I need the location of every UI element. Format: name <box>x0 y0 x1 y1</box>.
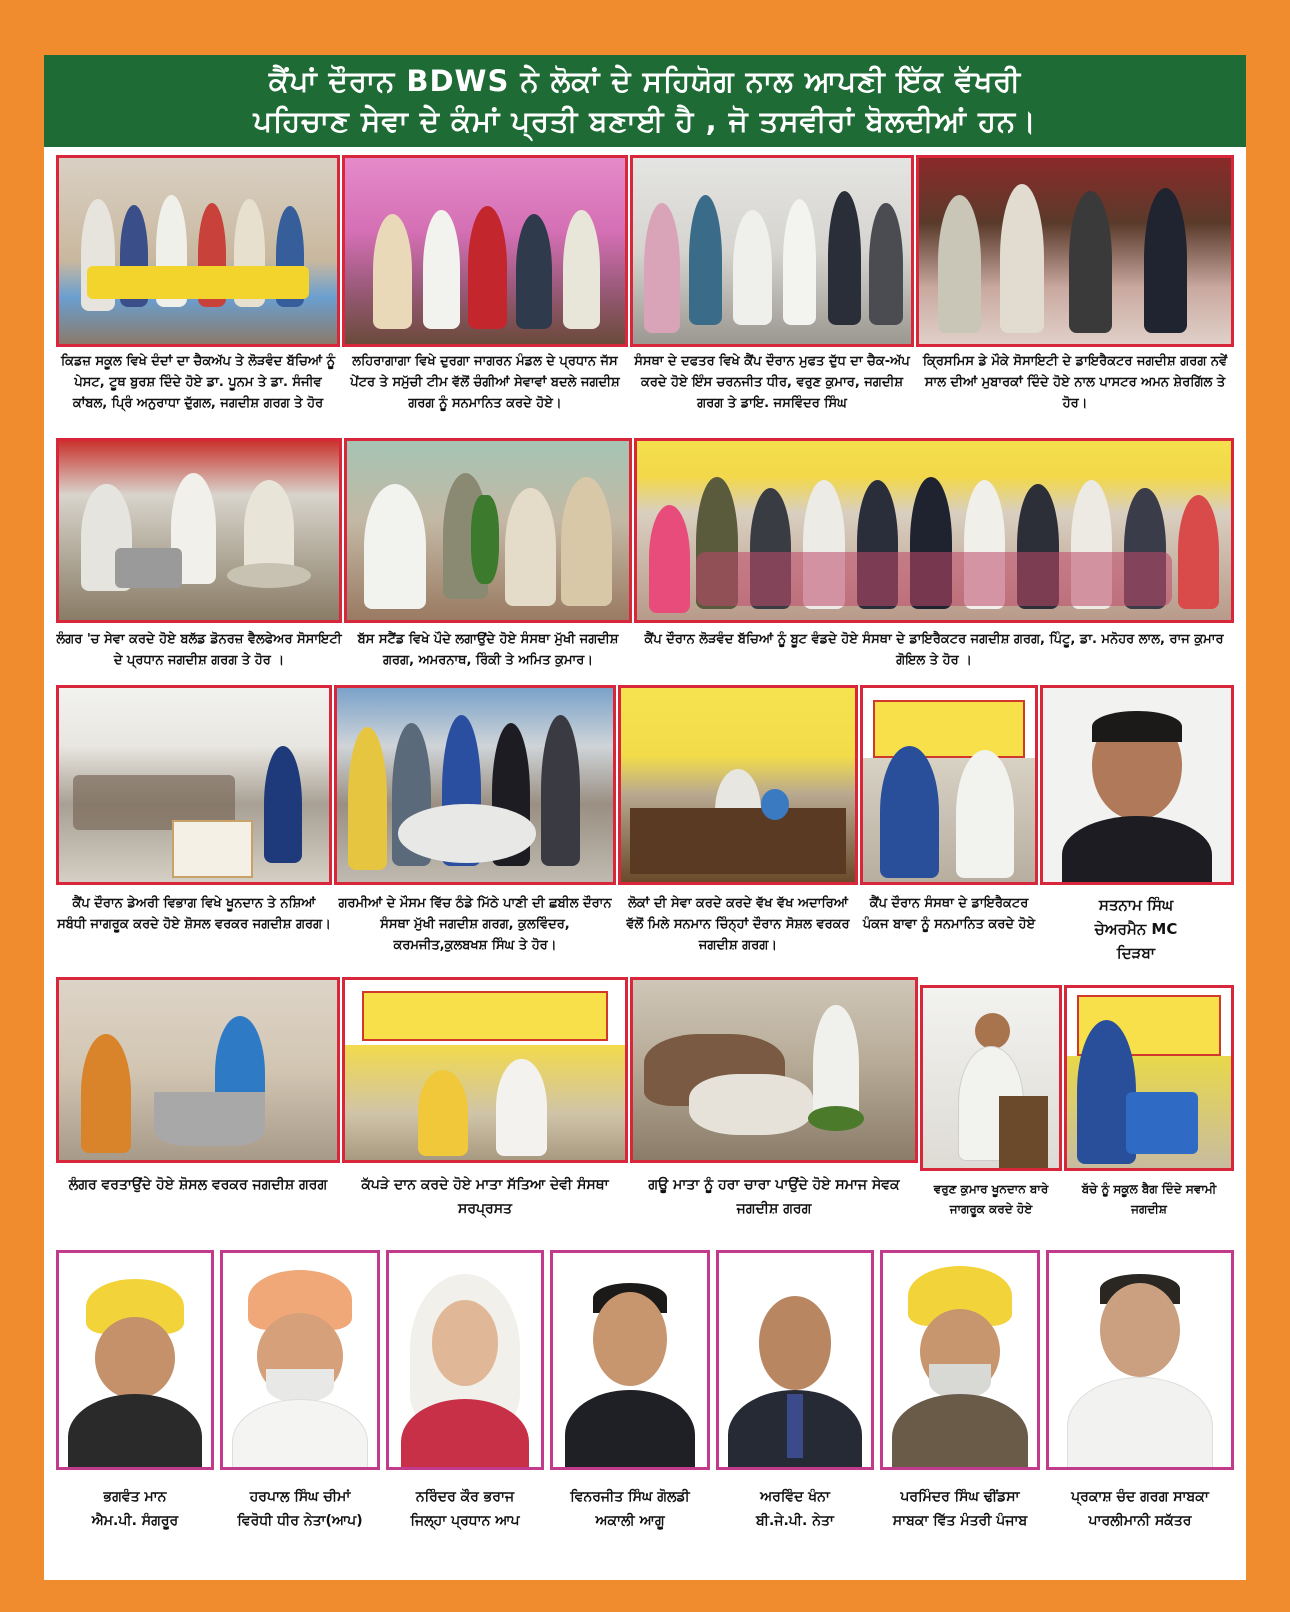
welcome-banner-graphic <box>362 991 608 1041</box>
caption-durga-jagran-honour: ਲਹਿਰਾਗਾਗਾ ਵਿਖੇ ਦੁਰਗਾ ਜਾਗਰਨ ਮੰਡਲ ਦੇ ਪ੍ਰਧਾਨ ਜੱਸ ਪੇਂਟਰ ਤੇ ਸਮੁੱਚੀ ਟੀਮ ਵੱਲੋਂ ਚੰਗੀਆਂ ਸੇਵਾਵਾਂ ਬਦਲੇ ਜਗਦੀਸ਼ ਗਰਗ ਨੂੰ ਸਨਮਾਨਿਤ ਕਰਦੇ ਹੋਏ। <box>350 354 620 411</box>
portrait-caption-5 <box>716 1485 874 1533</box>
caption-cow-feeding: ਗਊ ਮਾਤਾ ਨੂੰ ਹਰਾ ਚਾਰਾ ਪਾਉਂਦੇ ਹੋਏ ਸਮਾਜ ਸੇਵਕ ਜਗਦੀਸ਼ ਗਰਗ <box>648 1177 900 1217</box>
caption-tree-planting: ਬੱਸ ਸਟੈਂਡ ਵਿਖੇ ਪੌਦੇ ਲਗਾਉਂਦੇ ਹੋਏ ਸੰਸਥਾ ਮੁੱਖੀ ਜਗਦੀਸ਼ ਗਰਗ, ਅਮਰਨਾਥ, ਰਿੰਕੀ ਤੇ ਅਮਿਤ ਕੁਮਾਰ। <box>357 632 619 668</box>
headline-line-2: ਪਹਿਚਾਣ ਸੇਵਾ ਦੇ ਕੰਮਾਂ ਪ੍ਰਤੀ ਬਣਾਈ ਹੈ , ਜੋ ਤਸਵੀਰਾਂ ਬੋਲਦੀਆਂ ਹਨ। <box>253 104 1037 138</box>
photo-milk-checkup <box>630 155 914 347</box>
headline-line-1: ਕੈਂਪਾਂ ਦੌਰਾਨ BDWS ਨੇ ਲੋਕਾਂ ਦੇ ਸਹਿਯੋਗ ਨਾਲ ਆਪਣੀ ਇੱਕ ਵੱਖਰੀ <box>268 64 1022 98</box>
magazine-page <box>44 55 1246 1580</box>
photo-tree-planting <box>344 438 632 623</box>
photo-satnam-singh-portrait <box>1040 685 1234 885</box>
portrait-name: ਅਰਵਿੰਦ ਖੰਨਾ <box>760 1489 830 1505</box>
photo-langar-serving <box>56 977 340 1163</box>
portrait-caption-1 <box>56 1485 214 1533</box>
photo-pankaj-bawa-honour <box>860 685 1038 885</box>
caption-milk-checkup: ਸੰਸਥਾ ਦੇ ਦਫਤਰ ਵਿਖੇ ਕੈਂਪ ਦੌਰਾਨ ਮੁਫਤ ਦੁੱਧ ਦਾ ਚੈਕ-ਅੱਪ ਕਰਦੇ ਹੋਏ ਇੰਸ ਚਰਨਜੀਤ ਧੀਰ, ਵਰੁਣ ਕੁਮਾਰ, ਜਗਦੀਸ਼ ਗਰਗ ਤੇ ਡਾਇ. ਜਸਵਿੰਦਰ ਸਿੰਘ <box>634 354 910 411</box>
portrait-role: ਜਿਲ੍ਹਾ ਪ੍ਰਧਾਨ ਆਪ <box>410 1513 520 1529</box>
portrait-name: ਨਰਿੰਦਰ ਕੌਰ ਭਰਾਜ <box>415 1489 515 1505</box>
photo-christmas-celebration <box>916 155 1234 347</box>
portrait-name: ਭਗਵੰਤ ਮਾਨ <box>103 1489 167 1505</box>
caption-school-bag: ਬੱਚੇ ਨੂੰ ਸਕੂਲ ਬੈਗ ਦਿੰਦੇ ਸਵਾਮੀ ਜਗਦੀਸ਼ <box>1081 1182 1217 1216</box>
caption-clothes-donation: ਕੱਪੜੇ ਦਾਨ ਕਰਦੇ ਹੋਏ ਮਾਤਾ ਸੱਤਿਆ ਦੇਵੀ ਸੰਸਥਾ ਸਰਪ੍ਰਸਤ <box>361 1177 609 1217</box>
photo-varun-kumar-awareness <box>920 985 1062 1171</box>
portrait-name: ਪਰਮਿੰਦਰ ਸਿੰਘ ਢੀਂਡਸਾ <box>900 1489 1020 1505</box>
portrait-caption-2 <box>220 1485 380 1533</box>
portrait-role: ਬੀ.ਜੇ.ਪੀ. ਨੇਤਾ <box>756 1513 834 1529</box>
photo-cow-feeding <box>630 977 918 1163</box>
portrait-narinder-kaur-bharaj <box>386 1250 544 1470</box>
portrait-name: ਵਿਨਰਜੀਤ ਸਿੰਘ ਗੋਲਡੀ <box>570 1489 690 1505</box>
portrait-arvind-khanna <box>716 1250 874 1470</box>
headline-banner <box>44 55 1246 147</box>
portrait-name: ਪ੍ਰਕਾਸ਼ ਚੰਦ ਗਰਗ ਸਾਬਕਾ <box>1071 1489 1209 1505</box>
page-number: 12 <box>1209 1563 1232 1582</box>
caption-shoe-distribution: ਕੈਂਪ ਦੌਰਾਨ ਲੋੜਵੰਦ ਬੱਚਿਆਂ ਨੂੰ ਬੂਟ ਵੰਡਦੇ ਹੋਏ ਸੰਸਥਾ ਦੇ ਡਾਇਰੈਕਟਰ ਜਗਦੀਸ਼ ਗਰਗ, ਪਿੰਟੂ, ਡਾ. ਮਨੋਹਰ ਲਾਲ, ਰਾਜ ਕੁਮਾਰ ਗੋਇਲ ਤੇ ਹੋਰ । <box>644 632 1224 668</box>
portrait-role: ਪਾਰਲੀਮਾਨੀ ਸਕੱਤਰ <box>1088 1513 1192 1529</box>
caption-chhabeel: ਗਰਮੀਆਂ ਦੇ ਮੌਸਮ ਵਿੱਚ ਠੰਡੇ ਮਿੱਠੇ ਪਾਣੀ ਦੀ ਛਬੀਲ ਦੌਰਾਨ ਸੰਸਥਾ ਮੁੱਖੀ ਜਗਦੀਸ਼ ਗਰਗ, ਕੁਲਵਿੰਦਰ, ਕਰਮਜੀਤ,ਕੁਲਬਖਸ਼ ਸਿੰਘ ਤੇ ਹੋਰ। <box>338 896 612 953</box>
photo-clothes-donation <box>342 977 628 1163</box>
portrait-role: ਸਾਬਕਾ ਵਿੱਤ ਮੰਤਰੀ ਪੰਜਾਬ <box>892 1513 1028 1529</box>
portrait-caption-3 <box>386 1485 544 1533</box>
caption-satnam-singh: ਸਤਨਾਮ ਸਿੰਘ ਚੇਅਰਮੈਨ MC ਦਿੜਬਾ <box>1094 896 1178 962</box>
caption-pankaj-bawa-honour: ਕੈਂਪ ਦੌਰਾਨ ਸੰਸਥਾ ਦੇ ਡਾਇਰੈਕਟਰ ਪੰਕਜ ਬਾਵਾ ਨੂੰ ਸਨਮਾਨਿਤ ਕਰਦੇ ਹੋਏ <box>862 896 1036 932</box>
portrait-name: ਹਰਪਾਲ ਸਿੰਘ ਚੀਮਾਂ <box>249 1489 351 1505</box>
portrait-caption-4 <box>550 1485 710 1533</box>
portrait-role: ਐਮ.ਪੀ. ਸੰਗਰੂਰ <box>91 1513 179 1529</box>
caption-dairy-awareness: ਕੈਂਪ ਦੌਰਾਨ ਡੇਅਰੀ ਵਿਭਾਗ ਵਿਖੇ ਖੂਨਦਾਨ ਤੇ ਨਸ਼ਿਆਂ ਸਬੰਧੀ ਜਾਗਰੂਕ ਕਰਦੇ ਹੋਏ ਸ਼ੋਸਲ ਵਰਕਰ ਜਗਦੀਸ਼ ਗਰਗ। <box>57 896 331 932</box>
portrait-role: ਵਿਰੋਧੀ ਧੀਰ ਨੇਤਾ(ਆਪ) <box>237 1513 363 1529</box>
portrait-harpal-singh-cheema <box>220 1250 380 1470</box>
photo-honours-office <box>618 685 858 885</box>
caption-langar-seva: ਲੰਗਰ 'ਚ ਸੇਵਾ ਕਰਦੇ ਹੋਏ ਬਲੱਡ ਡੋਨਰਜ਼ ਵੈਲਫੇਅਰ ਸੋਸਾਇਟੀ ਦੇ ਪ੍ਰਧਾਨ ਜਗਦੀਸ਼ ਗਰਗ ਤੇ ਹੋਰ । <box>56 632 342 668</box>
photo-school-bag <box>1064 985 1234 1171</box>
caption-dental-camp: ਕਿਡਜ਼ ਸਕੂਲ ਵਿਖੇ ਦੰਦਾਂ ਦਾ ਚੈਕਅੱਪ ਤੇ ਲੋੜਵੰਦ ਬੱਚਿਆਂ ਨੂੰ ਪੇਸਟ, ਟੂਥ ਬੁਰਸ਼ ਦਿੰਦੇ ਹੋਏ ਡਾ. ਪੂਨਮ ਤੇ ਡਾ. ਸੰਜੀਵ ਕਾਂਬਲ, ਪ੍ਰਿੰ ਅਨੁਰਾਧਾ ਦੁੱਗਲ, ਜਗਦੀਸ਼ ਗਰਗ ਤੇ ਹੋਰ <box>60 354 336 411</box>
portrait-bhagwant-mann <box>56 1250 214 1470</box>
welcome-banner-graphic <box>873 700 1024 758</box>
portrait-caption-6 <box>880 1485 1040 1533</box>
caption-honours-office: ਲੋਕਾਂ ਦੀ ਸੇਵਾ ਕਰਦੇ ਕਰਦੇ ਵੱਖ ਵੱਖ ਅਦਾਰਿਆਂ ਵੱਲੋਂ ਮਿਲੇ ਸਨਮਾਨ ਚਿੰਨ੍ਹਾਂ ਦੌਰਾਨ ਸੋਸ਼ਲ ਵਰਕਰ ਜਗਦੀਸ਼ ਗਰਗ। <box>626 896 850 953</box>
photo-dairy-awareness <box>56 685 332 885</box>
portrait-parminder-singh-dhindsa <box>880 1250 1040 1470</box>
photo-chhabeel <box>334 685 616 885</box>
caption-christmas-celebration: ਕ੍ਰਿਸਮਿਸ ਡੇ ਮੌਕੇ ਸੋਸਾਇਟੀ ਦੇ ਡਾਇਰੈਕਟਰ ਜਗਦੀਸ਼ ਗਰਗ ਨਵੇਂ ਸਾਲ ਦੀਆਂ ਮੁਬਾਰਕਾਂ ਦਿੰਦੇ ਹੋਏ ਨਾਲ ਪਾਸਟਰ ਅਮਨ ਸ਼ੇਰਗਿੱਲ ਤੇ ਹੋਰ। <box>922 354 1228 411</box>
portrait-caption-7 <box>1046 1485 1234 1533</box>
portrait-parkash-chand-garg <box>1046 1250 1234 1470</box>
portrait-vinarjit-singh-goldy <box>550 1250 710 1470</box>
photo-dental-camp <box>56 155 340 347</box>
photo-durga-jagran-honour <box>342 155 628 347</box>
caption-langar-serving: ਲੰਗਰ ਵਰਤਾਉਂਦੇ ਹੋਏ ਸ਼ੋਸਲ ਵਰਕਰ ਜਗਦੀਸ਼ ਗਰਗ <box>68 1177 328 1193</box>
caption-varun-kumar-awareness: ਵਰੁਣ ਕੁਮਾਰ ਖੂਨਦਾਨ ਬਾਰੇ ਜਾਗਰੂਕ ਕਰਦੇ ਹੋਏ <box>933 1182 1049 1216</box>
photo-langar-seva <box>56 438 342 623</box>
portrait-role: ਅਕਾਲੀ ਆਗੂ <box>595 1513 665 1529</box>
photo-shoe-distribution <box>634 438 1234 623</box>
